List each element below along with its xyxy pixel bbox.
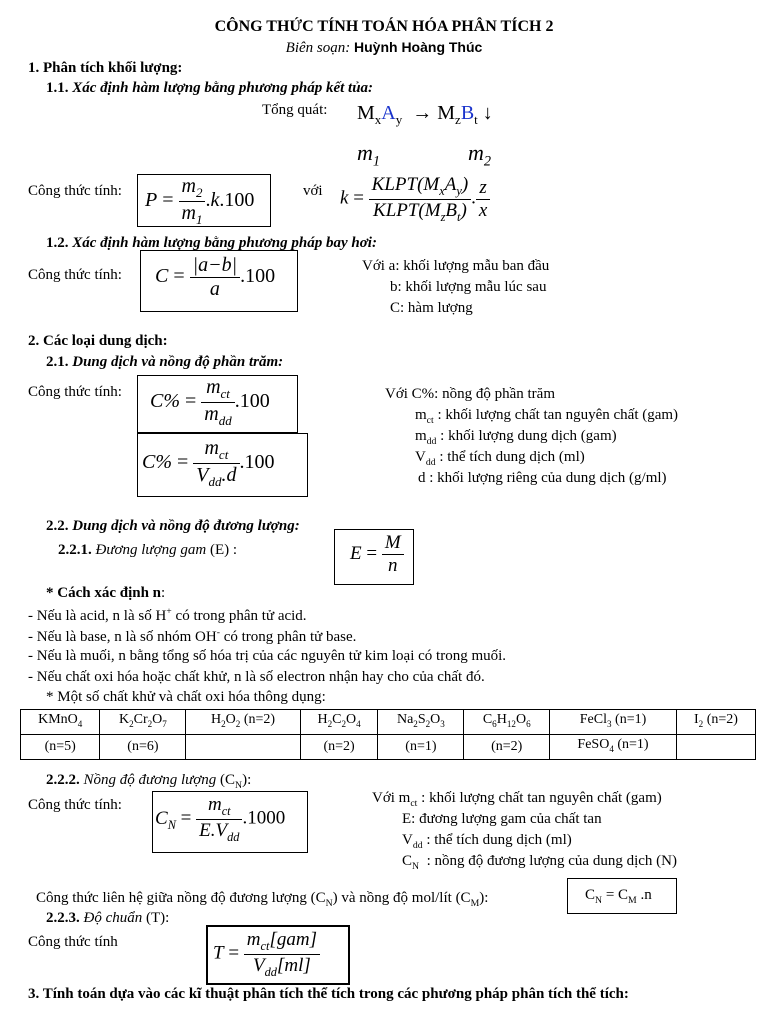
s12-formula-label: Công thức tính:	[28, 267, 122, 283]
s21-note-5: d : khối lượng riêng của dung dịch (g/ml)	[418, 470, 667, 486]
table-caption: * Một số chất khử và chất oxi hóa thông dụng:	[46, 689, 326, 705]
s222-note-4: $C_N$ : nồng độ đương lượng của dung dịch (N)	[402, 853, 677, 872]
table-cell: FeSO$_4$ (n=1)	[550, 734, 677, 759]
s11-formula-label: Công thức tính:	[28, 183, 122, 199]
table-cell: (n=2)	[464, 734, 550, 759]
table-cell: $C_6H_{12}O_6$	[464, 710, 550, 735]
s222-note-3: $V_{dd}$ : thể tích dung dịch (ml)	[402, 832, 572, 851]
s11-num: 1.1.	[46, 80, 69, 96]
redox-table	[20, 709, 756, 760]
formula-CN: $C_N$ = $\frac{m_{ct}}{E.V_{dd}}$ .1000	[155, 794, 286, 844]
s222-note-1: Với $m_{ct}$ : khối lượng chất tan nguyên chất (gam)	[372, 790, 662, 809]
s22-num: 2.2.	[46, 518, 69, 534]
formula-cpct1: C% = $\frac{m_{ct}}{m_{dd}}$ .100	[150, 376, 270, 428]
formula-E: E = $\frac{M}{n}$	[350, 532, 404, 577]
table-cell: (n=2)	[300, 734, 378, 759]
s22-heading	[46, 518, 300, 535]
author-name: Huỳnh Hoàng Thúc	[354, 39, 483, 55]
with-label: với	[303, 183, 323, 199]
table-cell: $Na_2S_2O_3$	[378, 710, 464, 735]
table-cell: (n=5)	[21, 734, 100, 759]
s22-text: Dung dịch và nồng độ đương lượng:	[72, 518, 300, 534]
s21-note-4: $V_{dd}$ : thể tích dung dịch (ml)	[415, 449, 585, 468]
s11-text: Xác định hàm lượng bằng phương pháp kết tủa:	[72, 80, 374, 96]
rule-salt: - Nếu là muối, n bằng tổng số hóa trị của các nguyên tử kim loại có trong muối.	[28, 648, 507, 664]
author-prefix: Biên soạn	[285, 40, 346, 56]
table-cell: $K_2Cr_2O_7$	[100, 710, 186, 735]
s223-text: Độ chuẩn	[83, 910, 143, 926]
table-cell: KMnO$_4$	[21, 710, 100, 735]
section1-heading: 1. Phân tích khối lượng:	[28, 60, 183, 76]
s21-text: Dung dịch và nồng độ phần trăm:	[72, 354, 284, 370]
section2-heading: 2. Các loại dung dịch:	[28, 333, 168, 349]
reaction-equation: $M_xA_y \to M_zB_t$ ↓	[357, 102, 493, 127]
m2-label: $m_2$	[468, 140, 492, 170]
m1-label: $m_1$	[357, 140, 381, 170]
s222-note-2: E: đương lượng gam của chất tan	[402, 811, 602, 827]
section3-heading: 3. Tính toán dựa vào các kĩ thuật phân tích thể tích trong các phương pháp phân tích thể tích:	[28, 986, 629, 1002]
s21-note-2: $m_{ct}$ : khối lượng chất tan nguyên chất (gam)	[415, 407, 679, 426]
s12-note-2: b: khối lượng mẫu lúc sau	[390, 279, 547, 295]
s223-label: Công thức tính	[28, 934, 118, 950]
s21-heading	[46, 354, 283, 371]
table-cell: $H_2C_2O_4$	[300, 710, 378, 735]
s11-heading	[46, 80, 373, 97]
formula-C: C = $\frac{|a-b|}{a}$ .100	[155, 254, 276, 300]
s21-num: 2.1.	[46, 354, 69, 370]
table-cell: $I_2$ (n=2)	[676, 710, 755, 735]
page-title: CÔNG THỨC TÍNH TOÁN HÓA PHÂN TÍCH 2	[214, 18, 554, 35]
s222-text: Nồng độ đương lượng	[83, 772, 217, 788]
s21-formula-label: Công thức tính:	[28, 384, 122, 400]
rule-redox: - Nếu chất oxi hóa hoặc chất khử, n là số electron nhận hay cho của chất đó.	[28, 669, 485, 685]
s12-num: 1.2.	[46, 235, 69, 251]
table-cell	[676, 734, 755, 759]
s12-note-3: C: hàm lượng	[390, 300, 473, 316]
s222-formula-label: Công thức tính:	[28, 797, 122, 813]
s21-note-1: Với C%: nồng độ phần trăm	[385, 386, 555, 402]
s222-heading	[46, 772, 251, 791]
formula-cpct2: C% = $\frac{m_{ct}}{V_{dd}.d}$ .100	[142, 437, 275, 489]
formula-k: k = $\frac{KLPT(M_xA_y)}{KLPT(M_zB_t)}$ . $\frac{z}{x}$	[340, 174, 490, 225]
general-label: Tổng quát:	[262, 102, 328, 118]
s222-num: 2.2.2.	[46, 772, 80, 788]
formula-T: T = $\frac{m_{ct}[gam]}{V_{dd}[ml]}$	[213, 929, 320, 980]
table-cell	[186, 734, 300, 759]
s222-suffix: $(C_N)$:	[220, 772, 252, 791]
s221-heading	[58, 542, 237, 559]
table-cell: FeCl$_3$ (n=1)	[550, 710, 677, 735]
s12-text: Xác định hàm lượng bằng phương pháp bay hơi:	[72, 235, 377, 251]
s223-suffix: (T):	[146, 910, 170, 926]
author-line: Biên soạn: Huỳnh Hoàng Thúc	[285, 39, 483, 56]
s21-note-3: $m_{dd}$ : khối lượng dung dịch (gam)	[415, 428, 617, 447]
table-row	[21, 734, 756, 759]
table-cell: (n=6)	[100, 734, 186, 759]
s221-num: 2.2.1.	[58, 542, 92, 558]
s223-heading	[46, 910, 169, 927]
rule-acid: - Nếu là acid, n là số H+ có trong phân tử acid.	[28, 606, 307, 624]
rule-base: - Nếu là base, n là số nhóm OH- có trong phân tử base.	[28, 627, 357, 645]
s223-num: 2.2.3.	[46, 910, 80, 926]
s12-note-1: Với a: khối lượng mẫu ban đầu	[362, 258, 550, 274]
s221-text: Đương lượng gam	[95, 542, 207, 558]
formula-P: P = $\frac{m_2}{m_1}$ .k.100	[145, 175, 255, 227]
table-cell: (n=1)	[378, 734, 464, 759]
relation-text: Công thức liên hệ giữa nồng độ đương lượng $(C_N)$ và nồng độ mol/lít $(C_M)$:	[36, 890, 489, 909]
s221-suffix: (E) :	[209, 542, 238, 558]
table-row	[21, 710, 756, 735]
how-n-heading: * Cách xác định n:	[46, 585, 166, 601]
relation-formula: $C_N = C_M$ .n	[585, 887, 652, 906]
table-cell: $H_2O_2$ (n=2)	[186, 710, 300, 735]
